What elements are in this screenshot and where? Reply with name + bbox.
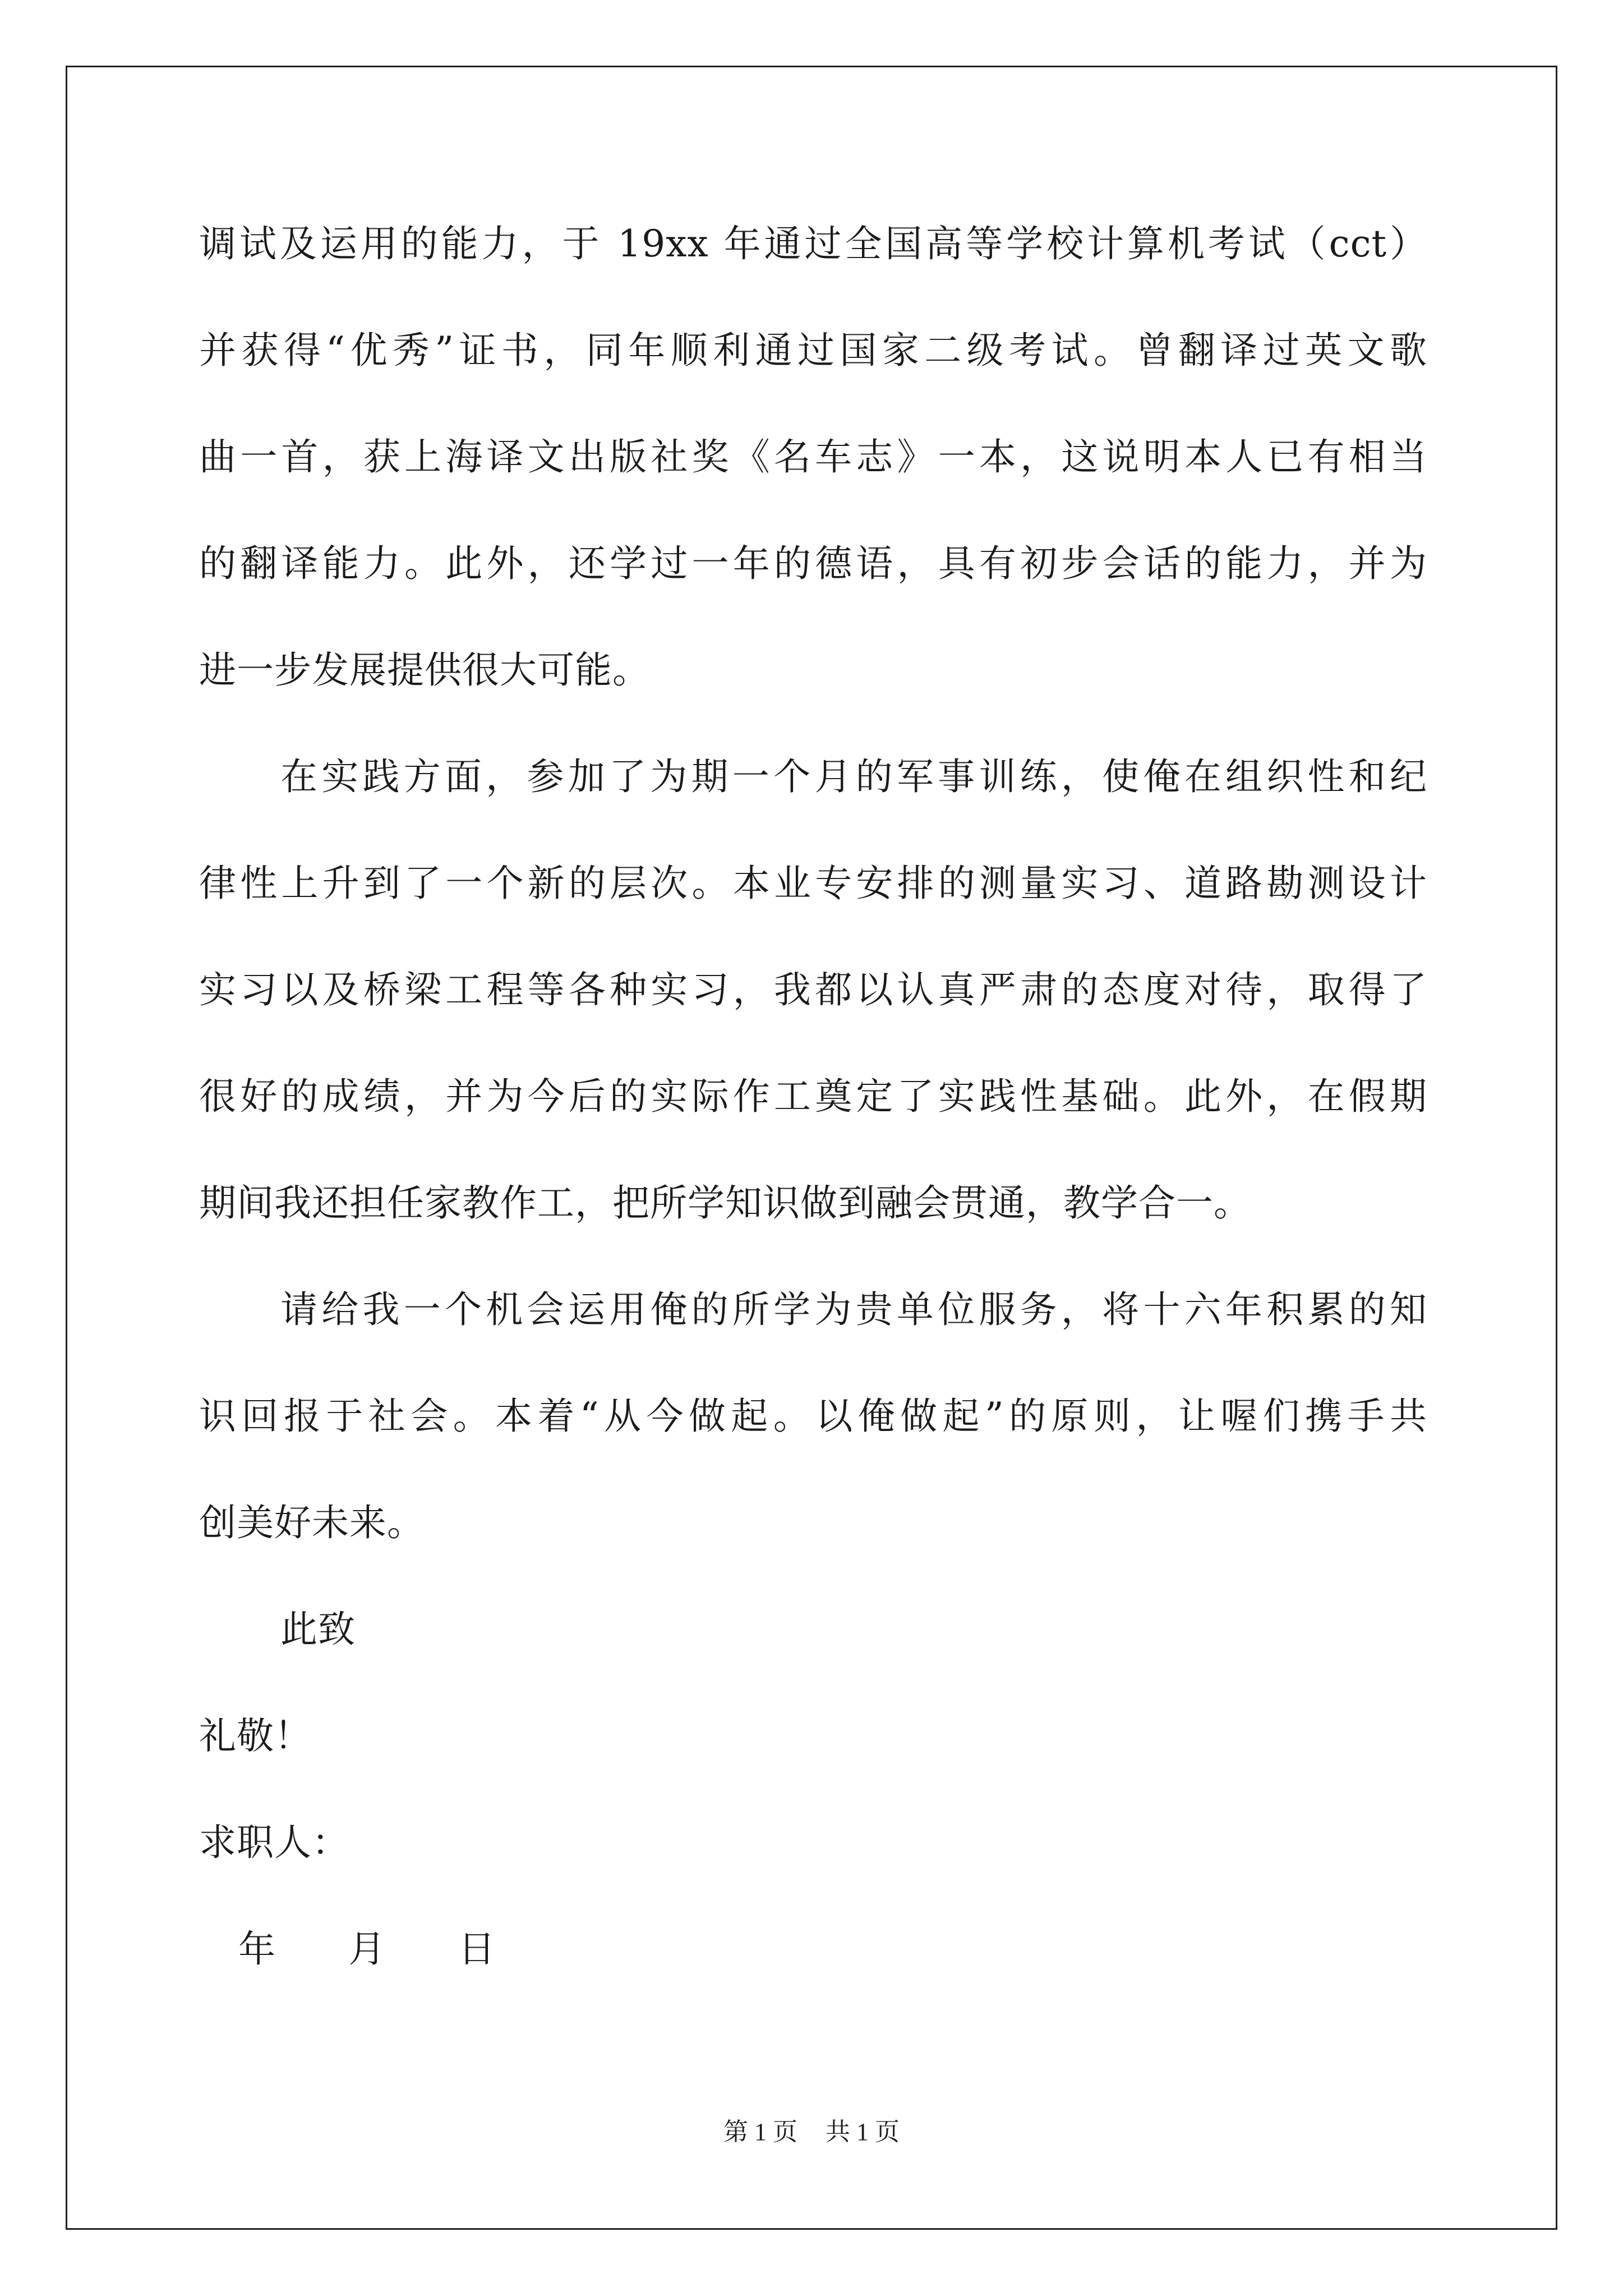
body-line-10: 期间我还担任家教作工，把所学知识做到融会贯通，教学合一。: [199, 1181, 1251, 1225]
body-line-5: 进一步发展提供很大可能。: [199, 648, 650, 692]
page-border: [66, 66, 1557, 2230]
closing-text: 此致: [280, 1608, 356, 1651]
body-line-13: 创美好未来。: [199, 1501, 425, 1544]
body-line-4: 的翻译能力。此外，还学过一年的德语，具有初步会话的能力，并为: [199, 542, 1427, 585]
body-line-9: 很好的成绩，并为今后的实际作工奠定了实践性基础。此外，在假期: [199, 1075, 1427, 1118]
body-line-1: 调试及运用的能力，于 19xx 年通过全国高等学校计算机考试（cct）: [199, 222, 1427, 265]
salutation: 礼敬！: [199, 1714, 312, 1757]
date-line: 年 月 日: [238, 1927, 496, 1971]
page-total: 共 1 页: [826, 2118, 900, 2146]
page-footer: [0, 2116, 1623, 2148]
body-line-2: 并获得“优秀”证书，同年顺利通过国家二级考试。曾翻译过英文歌: [199, 329, 1427, 372]
body-line-12: 识回报于社会。本着“从今做起。以俺做起”的原则，让喔们携手共: [199, 1395, 1427, 1438]
body-line-7: 律性上升到了一个新的层次。本业专安排的测量实习、道路勘测设计: [199, 862, 1427, 905]
applicant-label: 求职人：: [199, 1821, 349, 1864]
body-line-3: 曲一首，获上海译文出版社奖《名车志》一本，这说明本人已有相当: [199, 435, 1427, 478]
body-line-8: 实习以及桥梁工程等各种实习，我都以认真严肃的态度对待，取得了: [199, 968, 1427, 1011]
body-line-11: 请给我一个机会运用俺的所学为贵单位服务，将十六年积累的知: [280, 1288, 1427, 1331]
page-number: 第 1 页: [723, 2118, 797, 2146]
body-line-6: 在实践方面，参加了为期一个月的军事训练，使俺在组织性和纪: [280, 755, 1427, 798]
